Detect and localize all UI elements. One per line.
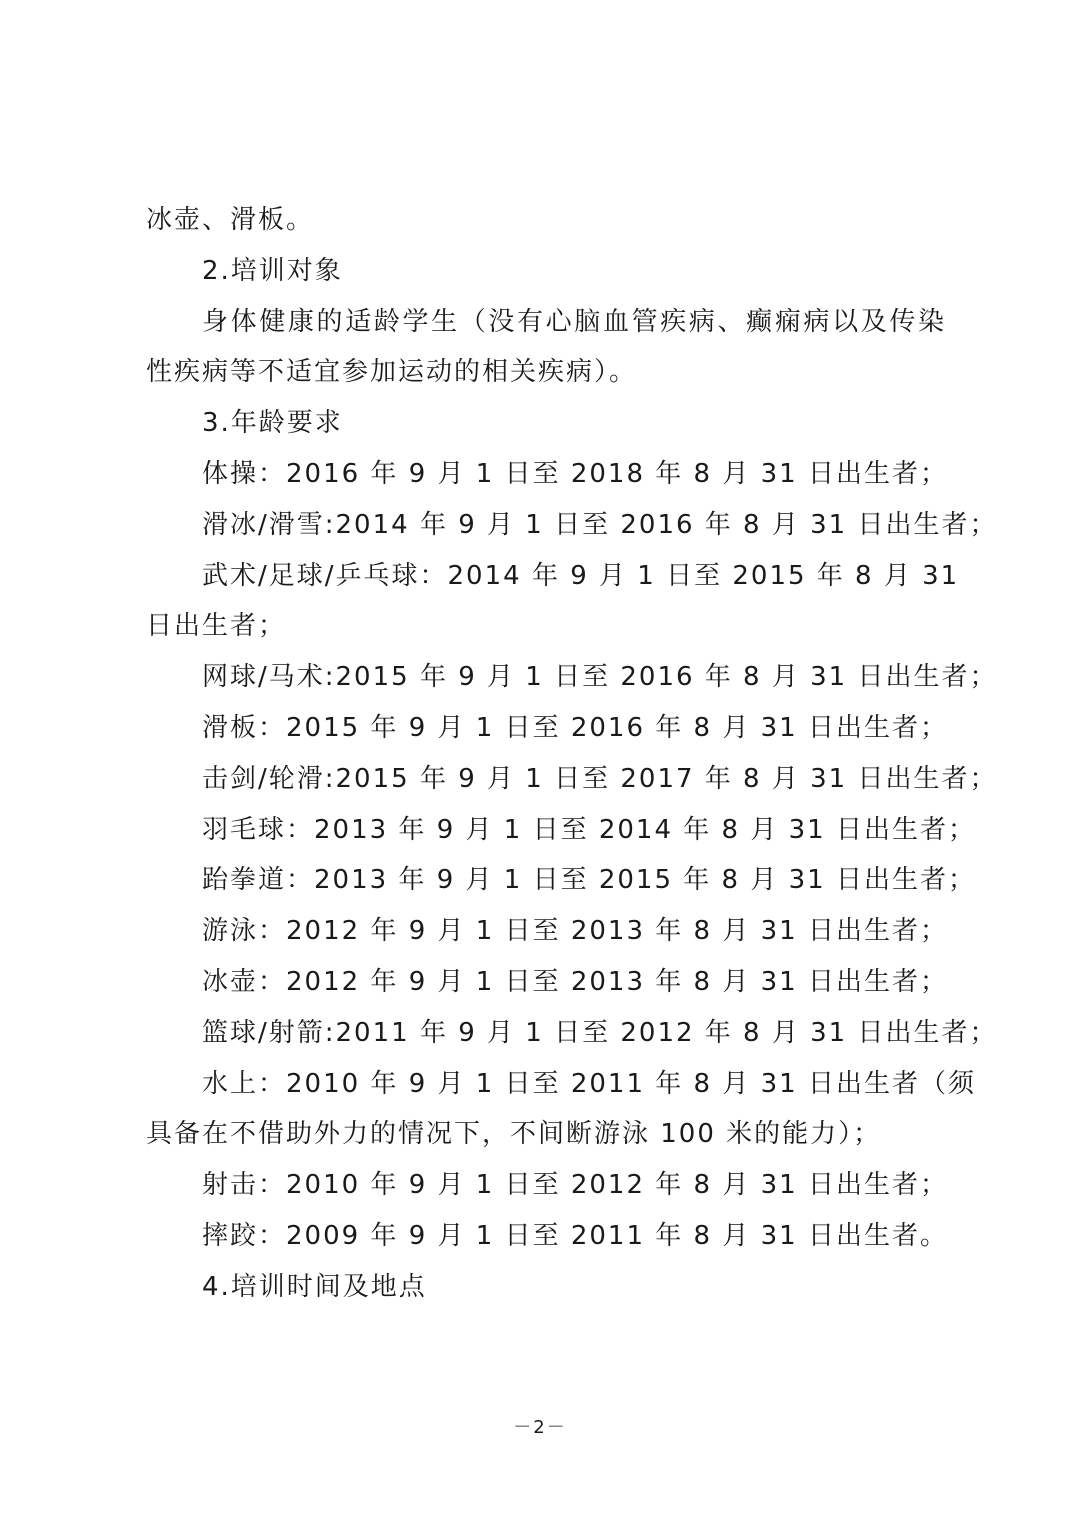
text-line: 冰壶：2012 年 9 月 1 日至 2013 年 8 月 31 日出生者；: [202, 966, 948, 997]
text-line: 击剑/轮滑:2015 年 9 月 1 日至 2017 年 8 月 31 日出生者；: [202, 763, 998, 794]
text-line: 游泳：2012 年 9 月 1 日至 2013 年 8 月 31 日出生者；: [202, 916, 948, 947]
text-line: 武术/足球/乒乓球：2014 年 9 月 1 日至 2015 年 8 月 31: [202, 560, 960, 591]
text-line: 4.培训时间及地点: [202, 1271, 427, 1302]
text-line: 2.培训对象: [202, 255, 343, 286]
text-line: 水上：2010 年 9 月 1 日至 2011 年 8 月 31 日出生者（须: [202, 1068, 976, 1099]
text-line: 冰壶、滑板。: [146, 205, 315, 235]
page-number: －2－: [513, 1417, 567, 1438]
text-line: 性疾病等不适宜参加运动的相关疾病）。: [146, 357, 638, 388]
text-line: 3.年龄要求: [202, 408, 343, 439]
text-line: 体操：2016 年 9 月 1 日至 2018 年 8 月 31 日出生者；: [202, 458, 948, 489]
text-line: 日出生者；: [146, 611, 287, 642]
text-line: 身体健康的适龄学生（没有心脑血管疾病、癫痫病以及传染: [202, 306, 946, 337]
text-line: 具备在不借助外力的情况下，不间断游泳 100 米的能力）；: [146, 1119, 882, 1150]
text-line: 篮球/射箭:2011 年 9 月 1 日至 2012 年 8 月 31 日出生者；: [202, 1017, 998, 1048]
text-line: 射击：2010 年 9 月 1 日至 2012 年 8 月 31 日出生者；: [202, 1170, 948, 1201]
text-line: 跆拳道：2013 年 9 月 1 日至 2015 年 8 月 31 日出生者；: [202, 865, 976, 896]
text-line: 摔跤：2009 年 9 月 1 日至 2011 年 8 月 31 日出生者。: [202, 1220, 948, 1251]
text-line: 滑板：2015 年 9 月 1 日至 2016 年 8 月 31 日出生者；: [202, 712, 948, 743]
text-line: 羽毛球：2013 年 9 月 1 日至 2014 年 8 月 31 日出生者；: [202, 814, 976, 845]
document-body: [146, 195, 998, 1313]
text-line: 网球/马术:2015 年 9 月 1 日至 2016 年 8 月 31 日出生者；: [202, 662, 998, 693]
text-line: 滑冰/滑雪:2014 年 9 月 1 日至 2016 年 8 月 31 日出生者；: [202, 509, 998, 540]
